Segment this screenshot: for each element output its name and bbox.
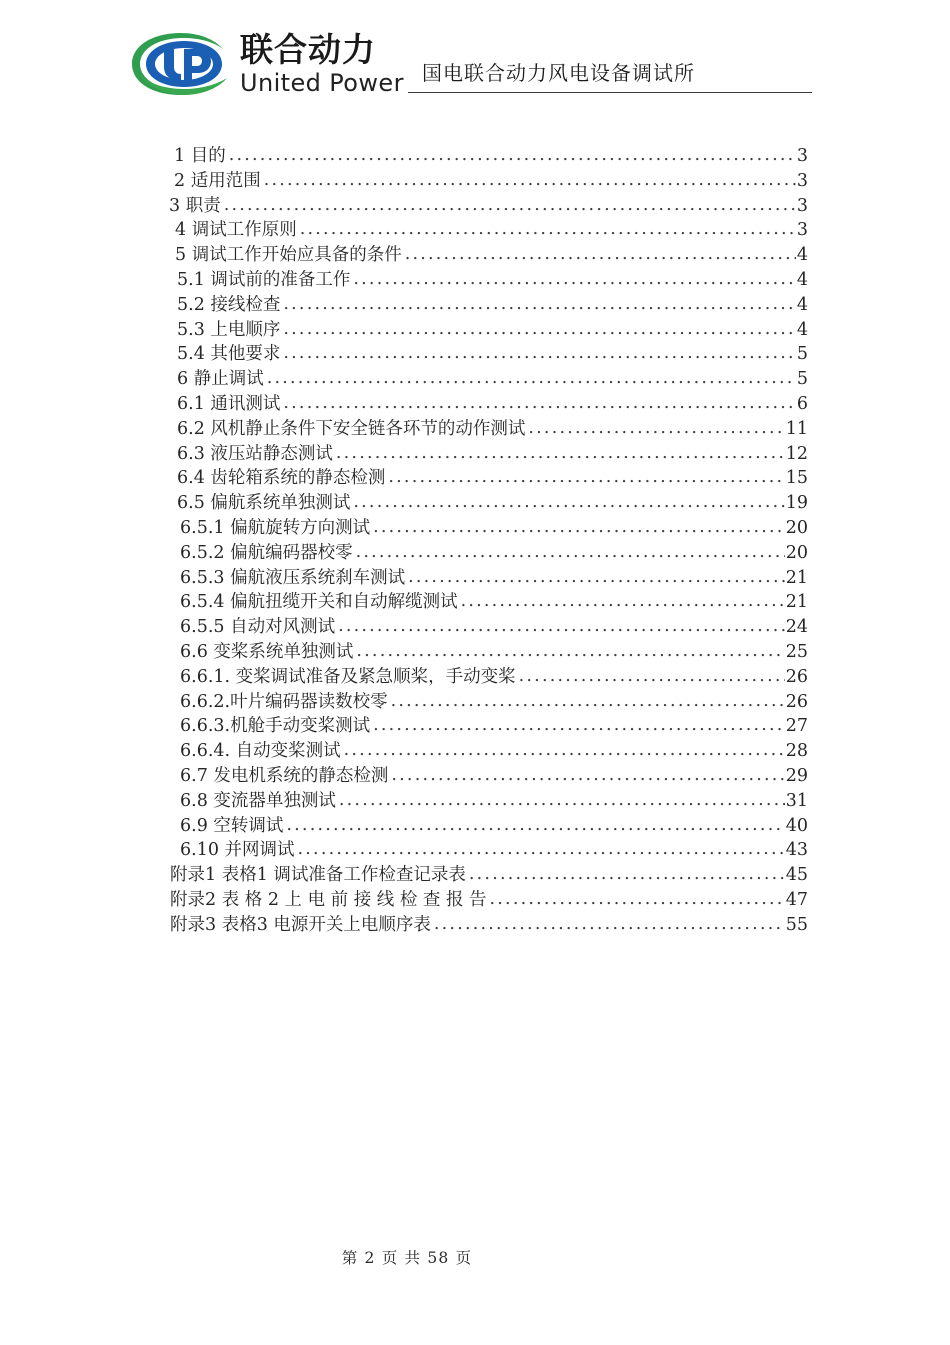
toc-leader-dots — [391, 691, 785, 711]
toc-entry-page-number: 4 — [796, 269, 808, 290]
toc-entry[interactable] — [0, 340, 950, 365]
toc-entry-page-number: 31 — [785, 790, 808, 811]
toc-entry[interactable] — [0, 762, 950, 787]
toc-entry-page-number: 5 — [796, 344, 808, 365]
toc-entry[interactable] — [0, 911, 950, 936]
toc-entry-label: 6.10 并网调试 — [180, 840, 295, 861]
toc-entry-label: 5.4 其他要求 — [177, 344, 281, 365]
toc-entry-page-number: 26 — [785, 691, 808, 712]
toc-entry-label: 6.5 偏航系统单独测试 — [177, 493, 351, 514]
toc-leader-dots — [388, 467, 784, 487]
toc-entry[interactable] — [0, 663, 950, 688]
toc-leader-dots — [356, 542, 785, 562]
toc-entry[interactable] — [0, 812, 950, 837]
toc-entry-page-number: 45 — [785, 865, 808, 886]
toc-entry[interactable] — [0, 638, 950, 663]
toc-entry-page-number: 19 — [785, 493, 808, 514]
toc-entry-label: 6.5.2 偏航编码器校零 — [180, 542, 353, 563]
toc-leader-dots — [283, 294, 795, 314]
toc-entry-page-number: 5 — [796, 369, 808, 390]
toc-leader-dots — [405, 244, 796, 264]
toc-entry-page-number: 6 — [796, 393, 808, 414]
toc-entry[interactable] — [0, 712, 950, 737]
toc-entry-label: 3 职责 — [169, 195, 221, 216]
toc-leader-dots — [391, 765, 784, 785]
toc-entry[interactable] — [0, 216, 950, 241]
toc-entry-label: 6.6 变桨系统单独测试 — [180, 641, 354, 662]
toc-entry[interactable] — [0, 390, 950, 415]
toc-entry-label: 6.4 齿轮箱系统的静态检测 — [177, 468, 386, 489]
toc-leader-dots — [490, 889, 785, 909]
toc-entry[interactable] — [0, 291, 950, 316]
toc-entry-page-number: 20 — [785, 542, 808, 563]
toc-entry-page-number: 15 — [785, 468, 808, 489]
toc-entry-label: 5.1 调试前的准备工作 — [177, 269, 351, 290]
toc-leader-dots — [353, 492, 784, 512]
table-of-contents — [0, 142, 950, 936]
toc-leader-dots — [519, 666, 785, 686]
toc-leader-dots — [300, 219, 796, 239]
toc-entry-label: 5 调试工作开始应具备的条件 — [175, 245, 402, 266]
toc-entry-label: 2 适用范围 — [174, 170, 261, 191]
toc-entry[interactable] — [0, 539, 950, 564]
page-header — [0, 0, 950, 120]
toc-leader-dots — [339, 790, 785, 810]
toc-entry-page-number: 4 — [796, 319, 808, 340]
toc-entry[interactable] — [0, 266, 950, 291]
toc-entry-label: 5.3 上电顺序 — [177, 319, 281, 340]
toc-leader-dots — [283, 319, 795, 339]
toc-entry-label: 附录3 表格3 电源开关上电顺序表 — [170, 914, 431, 935]
toc-leader-dots — [408, 567, 785, 587]
toc-entry[interactable] — [0, 836, 950, 861]
toc-leader-dots — [283, 393, 795, 413]
header-divider — [408, 92, 812, 93]
toc-entry-label: 6.6.4. 自动变桨测试 — [180, 741, 341, 762]
toc-leader-dots — [373, 517, 785, 537]
toc-entry[interactable] — [0, 464, 950, 489]
toc-entry-page-number: 4 — [796, 245, 808, 266]
toc-leader-dots — [356, 641, 784, 661]
toc-entry[interactable] — [0, 861, 950, 886]
toc-entry-page-number: 3 — [796, 220, 808, 241]
toc-entry-label: 6.5.3 偏航液压系统刹车测试 — [180, 567, 406, 588]
toc-leader-dots — [286, 815, 784, 835]
toc-entry[interactable] — [0, 440, 950, 465]
toc-entry[interactable] — [0, 588, 950, 613]
logo-wordmark — [240, 30, 404, 97]
toc-entry-label: 6.8 变流器单独测试 — [180, 790, 336, 811]
toc-entry-label: 6.5.5 自动对风测试 — [180, 617, 336, 638]
toc-leader-dots — [264, 170, 796, 190]
united-power-logo-icon — [128, 29, 234, 99]
page-number-footer: 第 2 页 共 58 页 — [341, 1249, 473, 1267]
toc-entry[interactable] — [0, 564, 950, 589]
toc-entry-page-number: 21 — [785, 592, 808, 613]
toc-entry-page-number: 29 — [785, 765, 808, 786]
toc-entry[interactable] — [0, 316, 950, 341]
toc-entry-page-number: 12 — [785, 443, 808, 464]
toc-entry-label: 6.5.1 偏航旋转方向测试 — [180, 517, 371, 538]
toc-leader-dots — [298, 839, 785, 859]
toc-entry-page-number: 47 — [785, 889, 808, 910]
toc-leader-dots — [528, 418, 784, 438]
toc-leader-dots — [229, 145, 796, 165]
toc-entry-label: 6.6.1. 变桨调试准备及紧急顺桨，手动变桨 — [180, 666, 516, 687]
toc-entry-page-number: 21 — [785, 567, 808, 588]
toc-entry-label: 6.2 风机静止条件下安全链各环节的动作测试 — [177, 418, 526, 439]
toc-leader-dots — [283, 343, 795, 363]
company-logo — [128, 28, 404, 100]
toc-entry-label: 6.5.4 偏航扭缆开关和自动解缆测试 — [180, 592, 458, 613]
toc-entry[interactable] — [0, 192, 950, 217]
toc-entry-page-number: 3 — [796, 170, 808, 191]
toc-entry-page-number: 3 — [796, 195, 808, 216]
toc-entry-label: 6.1 通讯测试 — [177, 393, 281, 414]
toc-entry-page-number: 28 — [785, 741, 808, 762]
toc-leader-dots — [353, 269, 795, 289]
toc-leader-dots — [344, 740, 785, 760]
toc-entry-label: 6.6.2.叶片编码器读数校零 — [180, 691, 388, 712]
toc-entry-page-number: 4 — [796, 294, 808, 315]
logo-english-name: United Power — [240, 69, 404, 97]
toc-leader-dots — [469, 864, 785, 884]
toc-entry-label: 附录1 表格1 调试准备工作检查记录表 — [170, 865, 466, 886]
toc-entry-page-number: 24 — [785, 617, 808, 638]
toc-entry-page-number: 3 — [796, 146, 808, 166]
toc-entry-label: 附录2 表 格 2 上 电 前 接 线 检 查 报 告 — [170, 889, 487, 910]
toc-entry[interactable] — [0, 142, 950, 167]
toc-entry-page-number: 27 — [785, 716, 808, 737]
toc-entry[interactable] — [0, 514, 950, 539]
toc-entry[interactable] — [0, 415, 950, 440]
toc-leader-dots — [267, 368, 796, 388]
toc-entry[interactable] — [0, 737, 950, 762]
toc-entry-label: 4 调试工作原则 — [175, 220, 297, 241]
toc-entry[interactable] — [0, 365, 950, 390]
toc-entry-page-number: 20 — [785, 517, 808, 538]
toc-entry-label: 6.9 空转调试 — [180, 815, 284, 836]
toc-entry[interactable] — [0, 167, 950, 192]
toc-entry-label: 6.3 液压站静态测试 — [177, 443, 333, 464]
toc-entry-page-number: 11 — [785, 418, 808, 439]
toc-leader-dots — [461, 591, 785, 611]
toc-entry-label: 6 静止调试 — [177, 369, 264, 390]
toc-leader-dots — [336, 443, 785, 463]
toc-entry-page-number: 43 — [785, 840, 808, 861]
toc-leader-dots — [338, 616, 785, 636]
toc-entry[interactable] — [0, 489, 950, 514]
toc-entry-page-number: 25 — [785, 641, 808, 662]
toc-entry[interactable] — [0, 688, 950, 713]
toc-entry-label: 6.6.3.机舱手动变桨测试 — [180, 716, 371, 737]
toc-entry-page-number: 55 — [785, 914, 808, 935]
page-title: 国电联合动力风电设备调试所 — [422, 61, 695, 85]
toc-entry-page-number: 26 — [785, 666, 808, 687]
toc-entry-label: 1 目的 — [174, 146, 226, 166]
toc-entry[interactable] — [0, 886, 950, 911]
toc-entry-page-number: 40 — [785, 815, 808, 836]
toc-entry[interactable] — [0, 787, 950, 812]
toc-leader-dots — [373, 715, 785, 735]
toc-leader-dots — [224, 195, 796, 215]
toc-leader-dots — [434, 914, 785, 934]
logo-chinese-name: 联合动力 — [240, 30, 376, 69]
toc-entry-label: 6.7 发电机系统的静态检测 — [180, 765, 389, 786]
toc-entry-label: 5.2 接线检查 — [177, 294, 281, 315]
header-title-block — [408, 57, 812, 93]
toc-entry[interactable] — [0, 613, 950, 638]
page-footer — [0, 1246, 950, 1268]
toc-entry[interactable] — [0, 241, 950, 266]
